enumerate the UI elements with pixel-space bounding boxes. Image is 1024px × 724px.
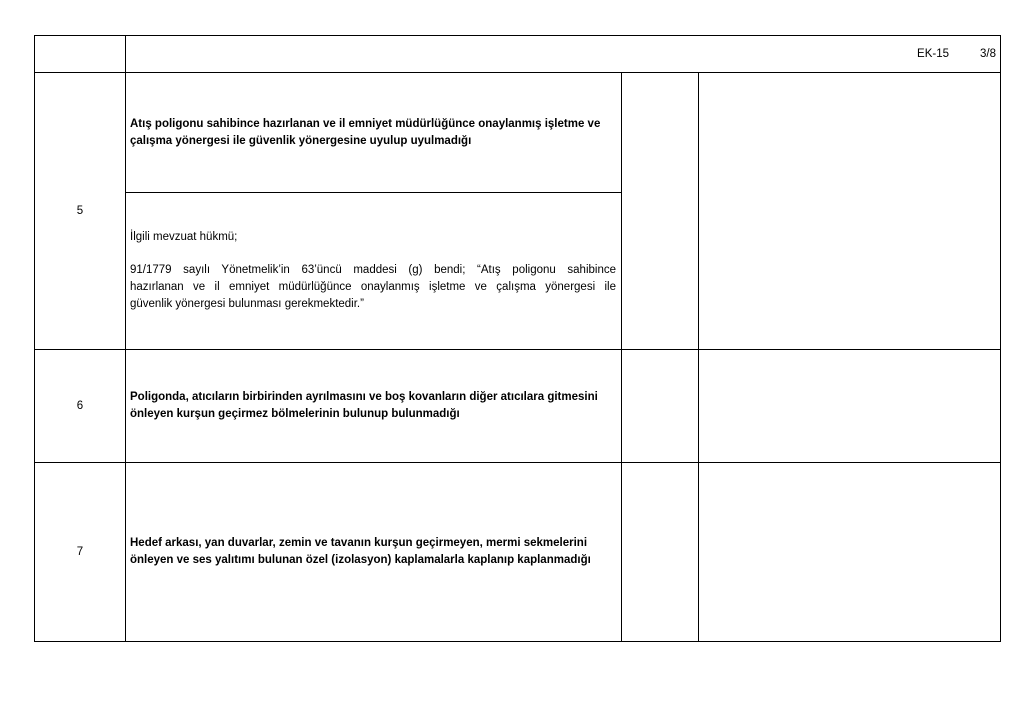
- row-number: 6: [76, 400, 84, 412]
- row-6-col-4-cell: [699, 350, 1001, 463]
- row-5-item-cell: [126, 73, 622, 193]
- item-text-line: Hedef arkası, yan duvarlar, zemin ve tavanın kurşun geçirmeyen, mermi sekmelerini: [130, 537, 588, 549]
- reference-text-line: hazırlanan ve il emniyet müdürlüğünce onaylanmış işletme ve çalışma yönergesi ile: [130, 281, 616, 293]
- item-text-line: önleyen ve ses yalıtımı bulunan özel (izolasyon) kaplamalarla kaplanıp kaplanmadığı: [130, 554, 591, 566]
- reference-text-line: 91/1779 sayılı Yönetmelik’in 63’üncü maddesi (g) bendi; “Atış poligonu sahibince: [130, 264, 616, 276]
- checklist-table: [34, 35, 1001, 642]
- header-cell: [126, 36, 1001, 73]
- header-number-cell: [35, 36, 126, 73]
- row-5-number-cell: [35, 73, 126, 350]
- row-number: 7: [76, 546, 84, 558]
- item-text-line: önleyen kurşun geçirmez bölmelerinin bulunup bulunmadığı: [130, 408, 460, 420]
- row-7-number-cell: [35, 463, 126, 642]
- row-7-col-3-cell: [622, 463, 699, 642]
- page-number: 3/8: [980, 48, 996, 60]
- row-7-item-cell: [126, 463, 622, 642]
- row-6-item-cell: [126, 350, 622, 463]
- row-5-col-4-cell: [699, 73, 1001, 350]
- item-text-line: Atış poligonu sahibince hazırlanan ve il emniyet müdürlüğünce onaylanmış işletme ve: [130, 117, 601, 130]
- row-5-reference-cell: [126, 193, 622, 350]
- row-number: 5: [76, 205, 84, 217]
- reference-text-line: güvenlik yönergesi bulunması gerekmektedir.”: [130, 298, 364, 310]
- item-text-line: Poligonda, atıcıların birbirinden ayrılmasını ve boş kovanların diğer atıcılara gitmesini: [130, 391, 598, 403]
- annex-code: EK-15: [917, 48, 949, 60]
- row-6-col-3-cell: [622, 350, 699, 463]
- row-7-col-4-cell: [699, 463, 1001, 642]
- reference-heading: İlgili mevzuat hükmü;: [130, 231, 238, 243]
- row-5-col-3-cell: [622, 73, 699, 350]
- item-text-line: çalışma yönergesi ile güvenlik yönergesine uyulup uyulmadığı: [130, 134, 472, 147]
- row-6-number-cell: [35, 350, 126, 463]
